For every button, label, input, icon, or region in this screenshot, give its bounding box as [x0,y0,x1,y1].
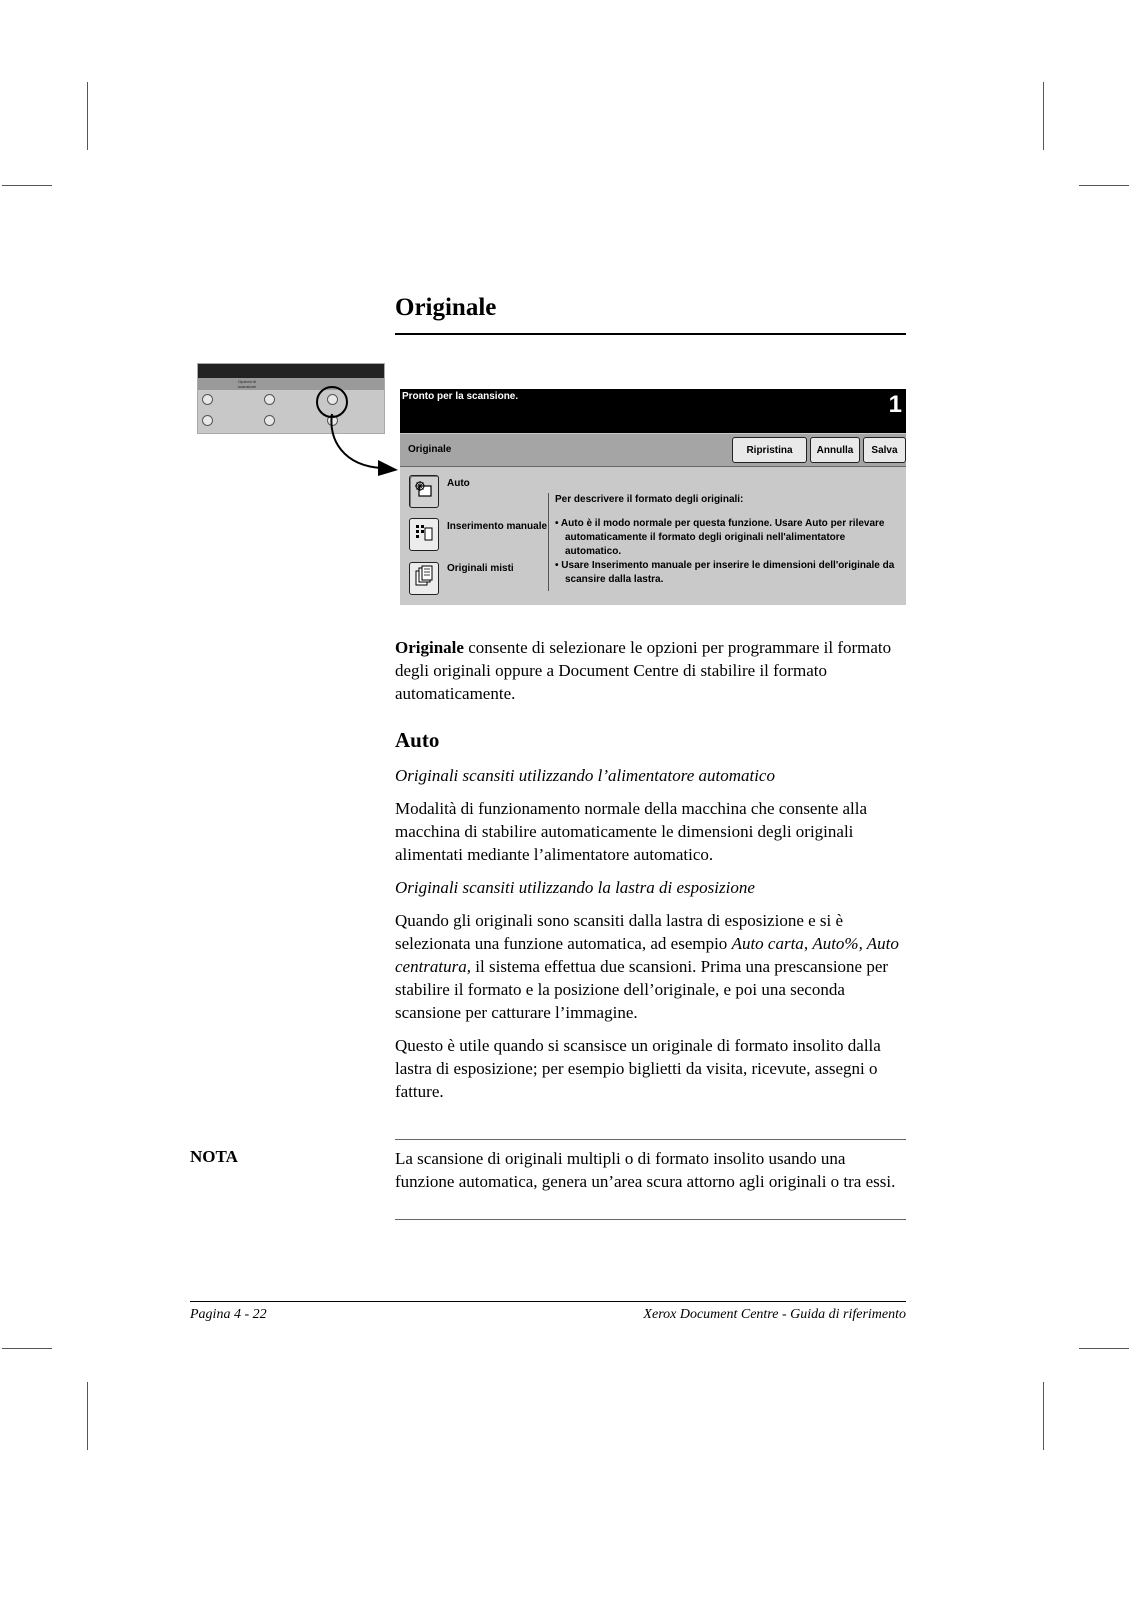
description-heading: Per descrivere il formato degli originali: [555,494,744,505]
crop-mark [1079,185,1129,186]
paragraph-glass [395,909,907,1024]
paragraph-glass-text: , [803,934,813,953]
cancel-button[interactable]: Annulla [810,437,860,463]
auto-option-button[interactable] [409,475,439,508]
note-text: La scansione di originali multipli o di formato insolito usando una funzione automatica, genera un’area scura attorno agli originali o tra essi. [395,1149,896,1191]
manual-entry-option-label: Inserimento manuale [447,521,548,532]
intro-bold-term: Originale [395,638,464,657]
reset-button[interactable]: Ripristina [732,437,807,463]
crop-mark [87,82,88,150]
auto-option-label: Auto [447,478,470,489]
paragraph-glass-text: il sistema effettua due scansioni. Prima una prescansione per stabilire il formato e la posizione dell’originale, e poi una seconda scansione per catturare l’immagine. [395,957,889,1022]
subheading-adf: Originali scansiti utilizzando l’alimentatore automatico [395,766,775,785]
intro-paragraph [395,636,907,705]
note-top-rule [395,1139,906,1140]
intro-text: consente di selezionare le opzioni per programmare il formato degli originali oppure a Document Centre di stabilire il formato automaticamente. [395,638,892,703]
manual-entry-option-button[interactable] [409,518,439,551]
manual-entry-icon [414,522,434,547]
ui-screen [400,389,906,605]
panel-top-bar [198,364,384,378]
mixed-originals-option-label: Originali misti [447,563,514,574]
term-auto-percent: Auto%, Auto centratura, [395,934,899,976]
crop-mark [1043,1382,1044,1450]
crop-mark [1079,1348,1129,1349]
option-description [555,493,901,587]
panel-tab-strip [198,378,384,390]
note-label: NOTA [190,1147,238,1166]
page-title: Originale [395,294,497,321]
note-bottom-rule [395,1219,906,1220]
status-message: Pronto per la scansione. [402,391,519,402]
section-heading: Auto [395,728,440,752]
term-auto-carta: Auto carta [731,934,804,953]
save-button[interactable]: Salva [863,437,906,463]
panel-button-icon [264,394,275,405]
mixed-originals-icon [414,565,434,592]
paragraph-glass-text: Quando gli originali sono scansiti dalla lastra di esposizione e si è selezionata una funzione automatica, ad esempio [395,911,844,953]
screen-header-label: Originale [408,444,452,455]
panel-button-icon [202,415,213,426]
crop-mark [2,1348,52,1349]
status-bar [400,389,906,433]
crop-mark [87,1382,88,1450]
mixed-originals-option-button[interactable] [409,562,439,595]
copy-count: 1 [888,391,902,418]
description-bullet: • Auto è il modo normale per questa funzione. Usare Auto per rilevare automaticamente il formato degli originali nell'alimentatore automatico. [555,518,885,557]
callout-arrow-icon [320,410,400,478]
panel-tab-label: Opzioni di scansione [238,379,257,389]
screen-header [400,434,906,467]
footer-rule [190,1301,906,1302]
title-rule [395,333,906,335]
description-bullet: • Usare Inserimento manuale per inserire le dimensioni dell'originale da scansire dalla lastra. [555,560,895,585]
page-number: Pagina 4 - 22 [190,1307,267,1322]
paragraph-adf: Modalità di funzionamento normale della macchina che consente alla macchina di stabilire automaticamente le dimensioni degli originali alimentati mediante l’alimentatore automatico. [395,799,868,864]
screen-divider [548,493,549,591]
auto-size-icon [414,480,434,503]
panel-button-icon [202,394,213,405]
paragraph-unusual-size: Questo è utile quando si scansisce un originale di formato insolito dalla lastra di esposizione; per esempio biglietti da visita, ricevute, assegni o fatture. [395,1036,881,1101]
panel-button-icon [264,415,275,426]
crop-mark [2,185,52,186]
crop-mark [1043,82,1044,150]
footer-title: Xerox Document Centre - Guida di riferimento [643,1307,906,1322]
subheading-glass: Originali scansiti utilizzando la lastra di esposizione [395,878,755,897]
